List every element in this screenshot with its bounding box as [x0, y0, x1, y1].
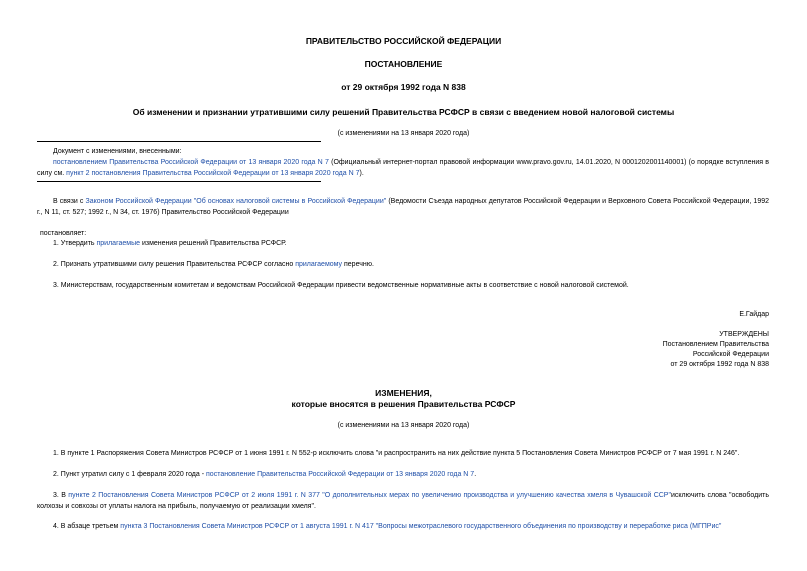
preamble-law-link[interactable]: Законом Российской Федерации "Об основах налоговой системы в Российской Федерации"	[85, 198, 387, 205]
item-2	[53, 259, 374, 270]
preamble-text-1: В связи с	[53, 198, 86, 205]
item-2-text-b: перечню.	[342, 261, 374, 268]
annex-item-4-text-a: 4. В абзаце третьем	[53, 523, 121, 530]
changes-link-point[interactable]: пункт 2 постановления Правительства Российской Федерации от 13 января 2020 года N 7	[66, 170, 360, 177]
annex-item-4-link[interactable]: пункта 3 Постановления Совета Министров РСФСР от 1 августа 1991 г. N 417 "Вопросы межотраслевого государственного объединения по производству и переработке риса (МГПРис"	[120, 523, 722, 530]
annex-subtitle: которые вносятся в решения Правительства РСФСР	[291, 399, 516, 409]
document-type: ПОСТАНОВЛЕНИЕ	[364, 59, 443, 69]
item-2-text-a: 2. Признать утратившими силу решения Правительства РСФСР согласно	[53, 261, 296, 268]
annex-item-3-link[interactable]: пункте 2 Постановления Совета Министров РСФСР от 2 июля 1991 г. N 377 "О дополнительных мерах по увеличению производства и улучшению качества хмеля в Чувашской ССР"	[68, 492, 671, 499]
item-1	[53, 238, 286, 249]
item-2-link[interactable]: прилагаемому	[295, 261, 343, 268]
document-date-number: от 29 октября 1992 года N 838	[341, 82, 466, 92]
approved-line-3: Российской Федерации	[692, 351, 769, 358]
item-1-link[interactable]: прилагаемые	[96, 240, 140, 247]
approved-line-1: УТВЕРЖДЕНЫ	[719, 331, 769, 338]
annex-item-3	[37, 490, 769, 512]
item-1-text-b: изменения решений Правительства РСФСР.	[140, 240, 287, 247]
item-1-text-a: 1. Утвердить	[53, 240, 97, 247]
item-3: 3. Министерствам, государственным комитетам и ведомствам Российской Федерации привести ведомственные нормативные акты в соответствие с новой налоговой системой.	[53, 282, 629, 289]
changes-link-decree[interactable]: постановлением Правительства Российской Федерации от 13 января 2020 года N 7	[53, 159, 329, 166]
changes-bottom-rule	[37, 181, 321, 182]
changes-text-1: (Официальный интернет-портал правовой информации www.pravo.gov.ru, 14.01.2020, N 0001202001140001) (о порядке вступления в силу см.	[37, 159, 769, 177]
approved-line-2: Постановлением Правительства	[662, 341, 769, 348]
preamble-text-2: (Ведомости Съезда народных депутатов Российской Федерации и Верховного Совета Российской Федерации, 1992 г., N 11, ст. 527; 1992 г., N 34, ст. 1976) Правительство Российской Федерации	[37, 198, 769, 216]
annex-item-2	[53, 469, 769, 480]
annex-item-2-link[interactable]: постановление Правительства Российской Федерации от 13 января 2020 года N 7	[206, 471, 475, 478]
changes-text	[37, 157, 769, 179]
annex-item-3-text-a: 3. В	[53, 492, 69, 499]
annex-item-1: 1. В пункте 1 Распоряжения Совета Министров РСФСР от 1 июня 1991 г. N 552-р исключить слова "и распространить на них действие пункта 5 Постановления Совета Министров РСФСР от 7 мая 1991 г. N 246".	[53, 450, 740, 457]
annex-amendment-note: (с изменениями на 13 января 2020 года)	[337, 422, 470, 429]
changes-text-2: ).	[359, 170, 364, 177]
org-name: ПРАВИТЕЛЬСТВО РОССИЙСКОЙ ФЕДЕРАЦИИ	[305, 36, 502, 46]
preamble-decides: постановляет:	[40, 230, 87, 237]
document-title: Об изменении и признании утратившими силу решений Правительства РСФСР в связи с введением новой налоговой системы	[132, 107, 675, 117]
annex-title: ИЗМЕНЕНИЯ,	[375, 388, 432, 398]
preamble-paragraph	[37, 196, 769, 218]
annex-item-2-text-b: .	[474, 471, 477, 478]
changes-top-rule	[37, 141, 321, 142]
annex-item-3-text-b: исключить слова "освободить колхозы и совхозы от уплаты налога на прибыль, получаемую от реализации хмеля".	[37, 492, 769, 510]
amendment-note: (с изменениями на 13 января 2020 года)	[337, 130, 470, 137]
approved-line-4: от 29 октября 1992 года N 838	[670, 361, 769, 368]
annex-item-2-text-a: 2. Пункт утратил силу с 1 февраля 2020 года -	[53, 471, 207, 478]
annex-item-4	[53, 521, 769, 532]
changes-label: Документ с изменениями, внесенными:	[53, 148, 182, 155]
signature-name: Е.Гайдар	[739, 311, 769, 318]
